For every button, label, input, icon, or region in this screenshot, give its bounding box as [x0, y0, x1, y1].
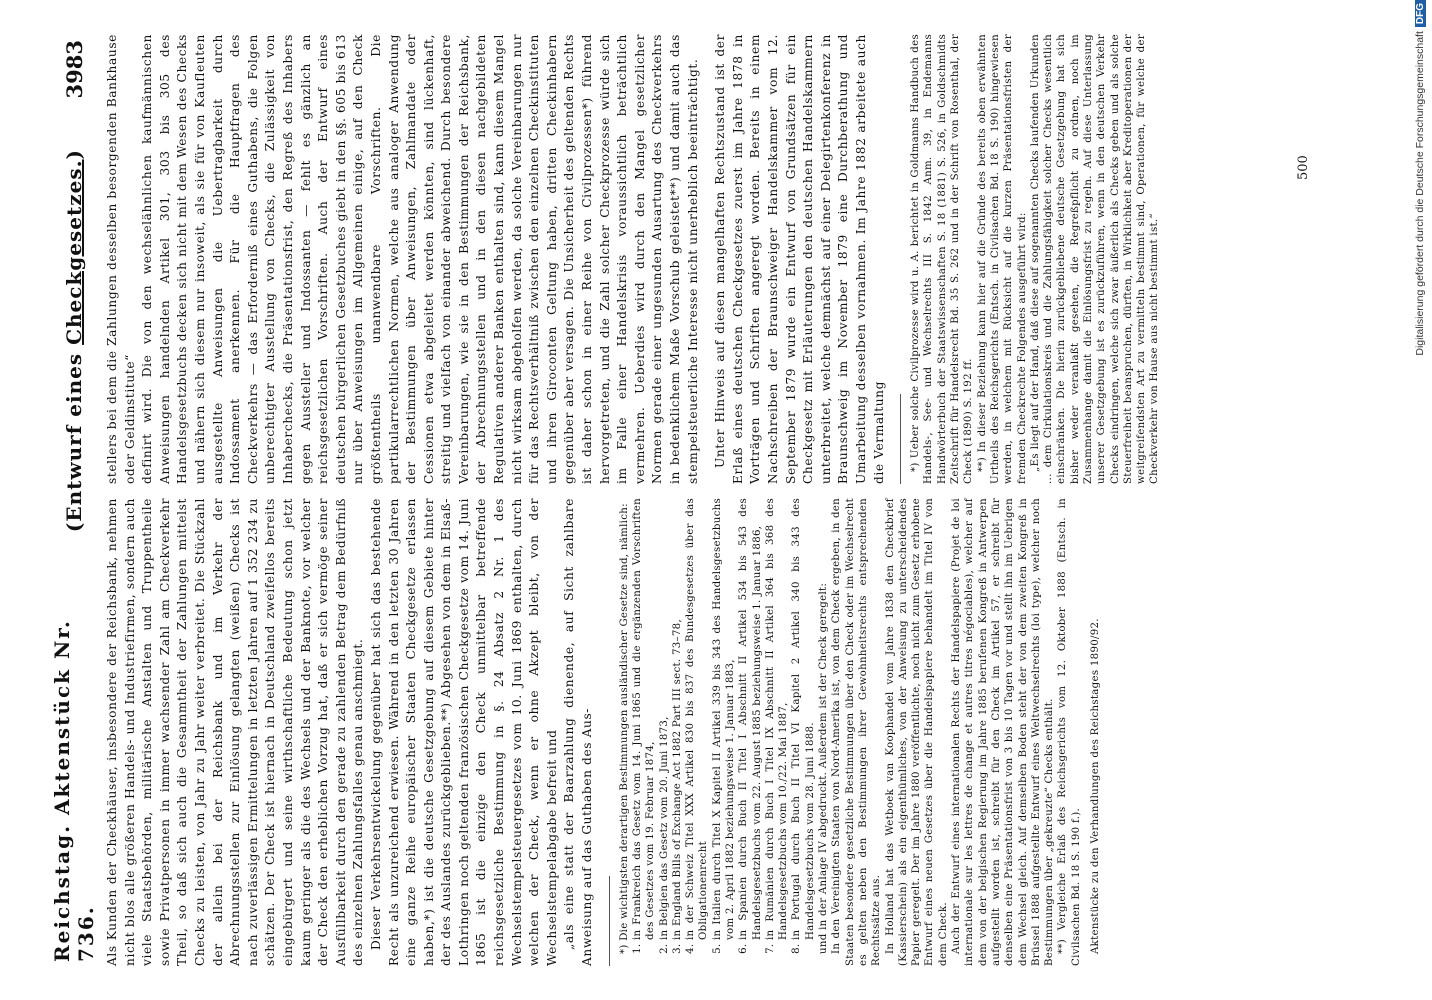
- right-column: [104, 34, 1162, 484]
- footnotes-right: [909, 34, 1162, 484]
- page-header: [52, 40, 96, 962]
- footnote-list: [631, 498, 817, 966]
- footnote-divider: [900, 394, 901, 484]
- footnote-item: 6. in Spanien durch Buch II Titel I Abschnitt II Artikel 534 bis 543 des Handelsgesetzbuchs vom 22. August 1885 beziehungsweise 1. Januar 1886,: [737, 498, 764, 940]
- footnote-text: *) Ueber solche Civilprozesse wird u. A. berichtet in Goldmanns Handbuch des Handels-, See- und Wechselrechts III S. 1842 Anm. 39, in Endemanns Handwörterbuch der Staatswissenschaften S. 18 (1881) S. 526, in Goldschmidts Zeitschrift für Handelsrecht Bd. 35 S. 262 und in der Schrift von Rosenthal, der Check (1890) S. 192 ff.: [910, 34, 975, 484]
- header-subject-suffix: ): [62, 148, 86, 160]
- footnote-item: 8. in Portugal durch Buch II Titel VI Kapitel 2 Artikel 340 bis 343 des Handelsgesetzbuchs vom 28. Juni 1888.: [790, 498, 817, 940]
- paragraph: stellers bei dem die Zahlungen desselben besorgenden Bankhause oder Geldinstitute“: [105, 34, 137, 484]
- footnote-annex: und in der Anlage IV abgedruckt. Außerdem ist der Check geregelt:: [818, 582, 830, 954]
- paragraph: definirt wird. Die von den wechselähnlichen kaufmännischen Anweisungen handelnden Artikel 301, 303 bis 305 des Handelsgesetzbuchs decken sich nicht mit dem Wesen des Checks und nähern sich diesem nur insoweit, als sie für von Kaufleuten ausgestellte Anweisungen die Uebertragbarkeit durch Indossament anerkennen. Für die Hauptfragen des Checkverkehrs — das Erforderniß eines Guthabens, die Folgen unberechtigter Ausstellung von Checks, die Zulässigkeit von Inhaberchecks, die Präsentationsfrist, den Regreß des Inhabers gegen Aussteller und Indossanten — fehlt es gänzlich an reichsgesetzlichen Vorschriften. Auch der Entwurf eines deutschen bürgerlichen Gesetzbuches giebt in den §§. 605 bis 613 nur über Anweisungen im Allgemeinen einige, auf den Check größtentheils unanwendbare Vorschriften. Die partikularrechtlichen Normen, welche aus analoger Anwendung der Bestimmungen über Anweisungen, Zahlmandate oder Cessionen etwa abgeleitet werden könnten, sind lückenhaft, streitig und vielfach von einander abweichend. Durch besondere Vereinbarungen, wie sie in den Bestimmungen der Reichsbank, der Abrechnungsstellen und in den diesen nachgebildeten Regulativen anderer Banken enthalten sind, kann diesem Mangel nicht wirksam abgeholfen werden, da solche Vereinbarungen nur für das Rechtsverhältniß zwischen den einzelnen Checkinstituten und ihren Giroconten Geltung haben, dritten Checkinhabern gegenüber aber versagen. Die Unsicherheit des geltenden Rechts ist daher schon in einer Reihe von Civilprozessen*) führend hervorgetreten, und die Zahl solcher Checkprozesse würde sich im Falle einer Handelskrisis voraussichtlich beträchtlich vermehren. Ueberdies wird durch den Mangel gesetzlicher Normen gerade einer ungesunden Ausartung des Checkverkehrs in bedenklichem Maße Vorschub geleistet**) und damit auch das stempelsteuerliche Interesse nicht unerheblich beeinträchtigt.: [140, 34, 700, 484]
- footer-note: Aktenstücke zu den Verhandlungen des Reichstages 1890/92.: [1090, 618, 1102, 954]
- paragraph: Dieser Verkehrsentwickelung gegenüber hat sich das bestehende Recht als unzureichend erwiesen. Während in den letzten 30 Jahren eine ganze Reihe europäischer Staaten Checkgesetze erlassen haben,*) ist die deutsche Gesetzgebung auf diesem Gebiete hinter der des Auslandes zurückgeblieben.**) Abgesehen von dem in Elsaß-Lothringen noch geltenden französischen Checkgesetze vom 14. Juni 1865 ist die einzige den Check unmittelbar betreffende reichsgesetzliche Bestimmung in §. 24 Absatz 2 Nr. 1 des Wechselstempelsteuergesetzes vom 10. Juni 1869 enthalten, durch welchen der Check, wenn er ohne Akzept bleibt, von der Wechselstempelabgabe befreit und: [368, 498, 559, 966]
- header-subject-title: Checkgesetzes.: [62, 159, 86, 345]
- footnote-divider: [609, 876, 610, 966]
- paragraph: Als Kunden der Checkhäuser, insbesondere der Reichsbank, nehmen nicht blos alle größeren Handels- und Industriefirmen, sondern auch viele Staatsbehörden, militärische Anstalten und Truppentheile sowie Privatpersonen in immer wachsender Zahl am Checkverkehr Theil, so daß sich auch die Gesammtheit der Zahlungen mittelst Checks zu leisten, von Jahr zu Jahr weiter verbreitet. Die Stückzahl der allein bei der Reichsbank und im Verkehr der Abrechnungsstellen zur Einlösung gelangten (weißen) Checks ist nach zuverlässigen Ermittelungen in letzten Jahren auf 1 352 234 zu schätzen. Der Check ist hiernach in Deutschland zweifellos bereits eingebürgert und seine wirthschaftliche Bedeutung schon jetzt kaum geringer als die des Wechsels und der Banknote, vor welcher der Check den erheblichen Vorzug hat, daß er sich vermöge seiner Ausfüllbarkeit durch den gerade zu zahlenden Betrag dem Bedürfniß des einzelnen Zahlungsfalles genau anschmiegt.: [105, 498, 366, 966]
- paragraph: Unter Hinweis auf diesen mangelhaften Rechtszustand ist der Erlaß eines deutschen Checkgesetzes zuerst im Jahre 1878 in Vorträgen und Schriften angeregt worden. Bereits in einem Nachschreiben der Braunschweiger Handelskammer vom 12. September 1879 wurde ein Entwurf von Grundsätzen für ein Checkgesetz mit Erläuterungen den deutschen Handelskammern unterbreitet, welche demnächst auf einer Delegirtenkonferenz in Braunschweig im November 1879 eine Durchberathung und Umarbeitung desselben vornahmen. Im Jahre 1882 arbeitete auch die Vermaltung: [713, 34, 886, 484]
- footnotes-left: [618, 498, 1103, 966]
- footnote-text: Auch der Entwurf eines internationalen Rechts der Handelspapiere (Projet de loi internationale sur les lettres de change et autres titres négociables), welcher auf dem von der belgischen Regierung im Jahre 1885 berufenen Kongreß in Antwerpen aufgestellt worden ist, schreibt für den Check im Artikel 57, er schreibt für denselben eine Präsentationsfrist von 3 bis 10 Tagen vor und stellt ihn im Uebrigen dem Wechsel gleich. Auf demselben Boden steht der von dem zweiten Kongreß in Brüssel 1888 aufgestellte Entwurf eines Weltwechselrechts (loi type), welcher noch Bestimmungen über „gekreuzte“ Checks enthält.: [951, 498, 1056, 966]
- footnote-item: 4. in der Schweiz Titel XXX Artikel 830 bis 837 des Bundesgesetzes über das Obligationenrecht: [684, 498, 711, 940]
- dfg-logo: DFG: [1415, 0, 1426, 27]
- header-subject-prefix: (Entwurf eines: [62, 344, 86, 533]
- footnote-text: **) Vergleiche Erlaß des Reichsgerichts vom 12. Oktober 1888 (Entsch. in Civilsachen Bd. 18 S. 190 f.).: [1057, 498, 1082, 966]
- header-title: Reichstag. Aktenstück Nr. 736.: [50, 619, 98, 962]
- footnote-text: **) In dieser Beziehung kann hier auf die Gründe des bereits oben erwähnten Urtheils des Reichsgerichts (Entsch. in Civilsachen Bd. 18 S. 190) hingewiesen werden, in welchem mit Rücksicht auf die kurzen Präsentationsfristen der fremden Checkrechte Folgendes ausgeführt wird:: [976, 34, 1028, 484]
- page-number: 3983: [61, 40, 87, 99]
- quoted-definition: „als eine statt der Baarzahlung dienende, auf Sicht zahlbare Anweisung auf das Guthaben des Aus-: [562, 498, 595, 966]
- footnote-item: 1. in Frankreich das Gesetz vom 14. Juni 1865 und die ergänzenden Vorschriften des Gesetzes vom 19. Februar 1874,: [631, 498, 658, 940]
- left-column: [104, 498, 1102, 966]
- footnote-item: 7. in Rumänien durch Buch I Titel IX Abschnitt II Artikel 364 bis 368 des Handelsgesetzbuchs vom 10./22. Mai 1887,: [764, 498, 791, 940]
- footnote-quote: „Es liegt auf der Hand, daß diese auf sogenannten Checks laufenden Urkunden ... dem Cirkulationskreis und die Zahlungsfähigkeit solcher Checks wesentlich einschränken. Die hierin zurückgebliebene deutsche Gesetzgebung hat sich bisher weder veranlaßt gesehen, die Regreßpflicht zu ordnen, noch im Zusammenhange damit die Einlösungsfrist zu regeln. Auf diese Unterlassung unserer Gesetzgebung ist es zurückzuführen, wenn in den deutschen Verkehr Checks eindringen, welche sich zwar äußerlich als Checks geben und als solche Steuerfreiheit beanspruchen, dürften, in Wirklichkeit aber Kreditoperationen der weitgreifendsten Art zu vermitteln bestimmt sind, Operationen, für welche der Checkverkehr von Hause aus nicht bestimmt ist.“: [1029, 34, 1161, 484]
- header-subject: [62, 120, 86, 561]
- footnote-text: In den Vereinigten Staaten von Nord-Amerika ist, von dem Check ergeben, in den Staaten besondere gesetzliche Bestimmungen über den Check oder im Wechselrecht es gelten neben den Bestimmungen ihrer Gewohnheitsrechts entsprechenden Rechtssätze aus.: [831, 498, 883, 966]
- digitization-notice-text: Digitalisierung gefördert durch die Deutsche Forschungsgemeinschaft: [1414, 31, 1426, 356]
- footnote-item: 3. in England Bills of Exchange Act 1882 Part III sect. 73–78,: [671, 498, 684, 940]
- footnote-text: In Holland hat das Wetboek van Koophandel vom Jahre 1838 den Checkbrief (Kassierschein) als ein eigenthümliches, von der Anweisung zu unterscheidendes Papier geregelt. Der im Jahre 1880 veröffentlichte, noch nicht zum Gesetz erhobene Entwurf eines neuen Gesetzes über die Handelspapiere behandelt im Titel IV von dem Check.: [884, 498, 949, 966]
- digitization-notice: [1414, 0, 1426, 1000]
- footnote-item: 5. in Italien durch Titel X Kapitel II Artikel 339 bis 343 des Handelsgesetzbuchs vom 2. April 1882 beziehungsweise 1. Januar 1883,: [711, 498, 738, 940]
- footnote-intro: *) Die wichtigsten derartigen Bestimmungen ausländischer Gesetze sind, nämlich:: [618, 503, 630, 954]
- footnote-item: 2. in Belgien das Gesetz vom 20. Juni 1873,: [658, 498, 671, 940]
- footer-page-number: 500: [1296, 155, 1311, 180]
